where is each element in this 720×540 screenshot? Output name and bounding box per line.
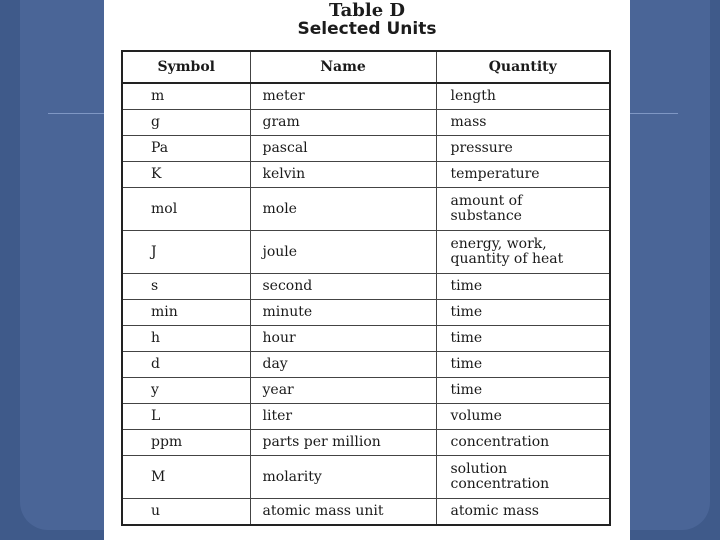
table-row — [122, 136, 610, 162]
header-name: Name — [250, 51, 436, 83]
cell-symbol: s — [122, 274, 250, 300]
cell-quantity-line-2: quantity of heat — [450, 251, 564, 267]
cell-quantity — [436, 404, 610, 430]
cell-symbol: Pa — [122, 136, 250, 162]
cell-name: mole — [250, 188, 436, 231]
decorative-rule-left — [48, 113, 104, 114]
cell-symbol: M — [122, 456, 250, 499]
cell-quantity-line-1: pressure — [450, 140, 513, 156]
table-row — [122, 300, 610, 326]
cell-quantity-line-1: length — [450, 88, 496, 104]
cell-name: atomic mass unit — [250, 499, 436, 526]
cell-quantity — [436, 378, 610, 404]
cell-quantity-line-1: energy, work, — [450, 236, 547, 252]
cell-name: year — [250, 378, 436, 404]
cell-symbol: J — [122, 231, 250, 274]
table-header-row — [122, 51, 610, 83]
cell-symbol: d — [122, 352, 250, 378]
cell-name: meter — [250, 83, 436, 110]
cell-quantity — [436, 136, 610, 162]
table-row — [122, 274, 610, 300]
table-row — [122, 326, 610, 352]
table-row — [122, 430, 610, 456]
table-row — [122, 352, 610, 378]
cell-quantity-line-1: time — [450, 330, 483, 346]
cell-quantity — [436, 352, 610, 378]
cell-quantity — [436, 274, 610, 300]
cell-symbol: L — [122, 404, 250, 430]
cell-quantity-line-1: concentration — [450, 434, 550, 450]
cell-quantity — [436, 499, 610, 526]
cell-name: joule — [250, 231, 436, 274]
table-row — [122, 231, 610, 274]
cell-quantity-line-2: substance — [450, 208, 522, 224]
table-row — [122, 404, 610, 430]
cell-quantity — [436, 188, 610, 231]
cell-symbol: min — [122, 300, 250, 326]
cell-name: pascal — [250, 136, 436, 162]
header-quantity: Quantity — [436, 51, 610, 83]
cell-quantity-line-1: volume — [450, 408, 502, 424]
cell-quantity-line-1: time — [450, 304, 483, 320]
cell-name: parts per million — [250, 430, 436, 456]
header-symbol: Symbol — [122, 51, 250, 83]
cell-name: second — [250, 274, 436, 300]
cell-symbol: K — [122, 162, 250, 188]
table-row — [122, 162, 610, 188]
cell-quantity-line-2: concentration — [450, 476, 550, 492]
cell-name: gram — [250, 110, 436, 136]
table-title: Table D — [328, 0, 406, 21]
cell-quantity — [436, 300, 610, 326]
cell-name: minute — [250, 300, 436, 326]
table-row — [122, 110, 610, 136]
cell-symbol: m — [122, 83, 250, 110]
decorative-rule-right — [630, 113, 678, 114]
cell-symbol: ppm — [122, 430, 250, 456]
cell-quantity-line-1: time — [450, 382, 483, 398]
document-page — [104, 0, 630, 540]
cell-quantity-line-1: atomic mass — [450, 503, 539, 519]
table-row — [122, 456, 610, 499]
selected-units-table — [121, 50, 611, 526]
cell-quantity-line-1: time — [450, 356, 483, 372]
table-row — [122, 499, 610, 526]
cell-quantity — [436, 162, 610, 188]
cell-quantity — [436, 110, 610, 136]
cell-name: liter — [250, 404, 436, 430]
cell-symbol: u — [122, 499, 250, 526]
cell-quantity-line-1: time — [450, 278, 483, 294]
table-row — [122, 188, 610, 231]
cell-quantity-line-1: temperature — [450, 166, 540, 182]
table-row — [122, 83, 610, 110]
cell-quantity-line-1: amount of — [450, 193, 523, 209]
cell-name: hour — [250, 326, 436, 352]
table-subtitle: Selected Units — [297, 19, 437, 39]
cell-name: molarity — [250, 456, 436, 499]
cell-quantity — [436, 430, 610, 456]
cell-quantity — [436, 326, 610, 352]
cell-symbol: h — [122, 326, 250, 352]
cell-symbol: g — [122, 110, 250, 136]
table-row — [122, 378, 610, 404]
cell-quantity — [436, 231, 610, 274]
cell-quantity-line-1: solution — [450, 461, 508, 477]
cell-name: kelvin — [250, 162, 436, 188]
cell-quantity-line-1: mass — [450, 114, 487, 130]
cell-name: day — [250, 352, 436, 378]
cell-quantity — [436, 83, 610, 110]
cell-symbol: mol — [122, 188, 250, 231]
cell-symbol: y — [122, 378, 250, 404]
cell-quantity — [436, 456, 610, 499]
